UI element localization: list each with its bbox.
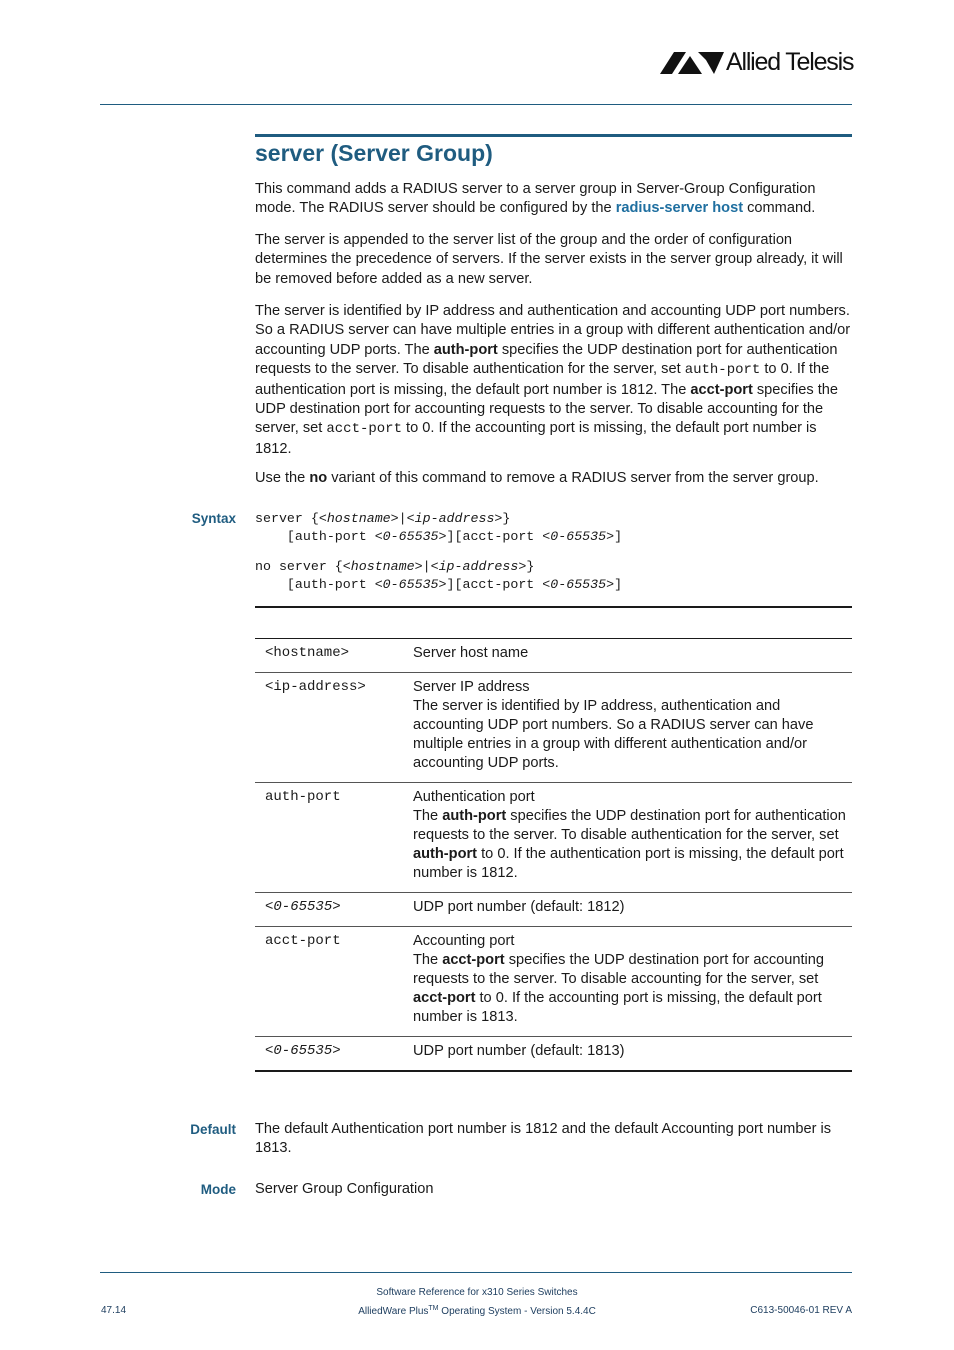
desc-text: The xyxy=(413,952,443,968)
param-desc-title: Accounting port xyxy=(413,933,515,949)
parameter-table xyxy=(255,638,852,1072)
param-desc-line xyxy=(413,951,846,1027)
trademark-mark: TM xyxy=(428,1305,439,1312)
syntax-text: >} xyxy=(494,511,511,526)
syntax-param: hostname xyxy=(350,559,415,574)
syntax-text: >} xyxy=(518,559,535,574)
param-name: acct-port xyxy=(265,933,341,949)
syntax-param: ip-address xyxy=(414,511,495,526)
param-desc-line: The server is identified by IP address, authentication and accounting UDP port numbers. So a RADIUS server can have multiple entries in a group with different authentication and/or accounting UDP ports. xyxy=(413,698,814,771)
param-desc-line: UDP port number (default: 1813) xyxy=(413,1043,625,1059)
syntax-text: >] xyxy=(606,529,623,544)
acct-port-code: acct-port xyxy=(326,421,402,438)
param-desc-line xyxy=(413,807,846,883)
page-number: 47.14 xyxy=(101,1305,127,1316)
auth-port-term: auth-port xyxy=(442,808,507,824)
allied-telesis-logo-mark-icon xyxy=(660,52,724,74)
syntax-text: >] xyxy=(606,577,623,592)
syntax-param: ip-address xyxy=(438,559,519,574)
param-name xyxy=(255,893,403,926)
intro-paragraph-1 xyxy=(255,180,853,219)
default-label: Default xyxy=(190,1122,236,1137)
param-name: <ip-address> xyxy=(265,679,366,695)
param-name-range: 0-65535 xyxy=(273,899,333,915)
syntax-param: 0-65535 xyxy=(382,529,439,544)
table-row xyxy=(255,892,852,926)
syntax-param: 0-65535 xyxy=(382,577,439,592)
acct-port-term: acct-port xyxy=(690,381,753,398)
syntax-text: server {< xyxy=(255,511,327,526)
param-description xyxy=(403,927,852,1036)
mode-label: Mode xyxy=(200,1182,236,1197)
param-description xyxy=(403,1037,852,1070)
footer-os-name: AlliedWare Plus xyxy=(358,1306,429,1317)
param-description xyxy=(403,673,852,782)
syntax-param: 0-65535 xyxy=(550,577,607,592)
default-text: The default Authentication port number is 1812 and the default Accounting port number is 1813. xyxy=(255,1121,832,1157)
param-name-text: < xyxy=(265,1043,274,1059)
acct-port-term: acct-port xyxy=(413,990,476,1006)
desc-text: specifies the UDP destination port for accounting requests to the server. To disable accounting for the server, set xyxy=(413,952,824,987)
syntax-text: [auth-port < xyxy=(255,577,383,592)
auth-port-term: auth-port xyxy=(433,341,498,358)
syntax-param: hostname xyxy=(326,511,391,526)
acct-port-term: acct-port xyxy=(442,952,505,968)
syntax-text: >|< xyxy=(414,559,439,574)
brand-name: Allied Telesis xyxy=(726,48,854,76)
desc-text: to 0. If the authentication port is missing, the default port number is 1812. xyxy=(413,846,844,881)
allied-telesis-logo xyxy=(660,48,856,82)
param-name xyxy=(255,1037,403,1070)
intro-text: specifies the UDP destination port for accounting requests to the server. To disable accounting for the server, set xyxy=(255,381,838,437)
title-rule xyxy=(255,134,852,137)
param-name-range: 0-65535 xyxy=(273,1043,333,1059)
syntax-text: no server {< xyxy=(255,559,351,574)
syntax-rule xyxy=(255,606,852,608)
param-name-text: > xyxy=(332,899,341,915)
table-row xyxy=(255,639,852,672)
intro-text: specifies the UDP destination port for authentication requests to the server. To disable authentication for the server, set xyxy=(255,341,838,378)
syntax-text: >][acct-port < xyxy=(438,577,551,592)
table-row xyxy=(255,672,852,782)
param-desc-line: UDP port number (default: 1812) xyxy=(413,899,625,915)
syntax-line-2 xyxy=(255,528,622,546)
intro-text: Use the xyxy=(255,470,310,486)
header-rule xyxy=(100,104,852,105)
no-term: no xyxy=(309,470,328,486)
syntax-text: >|< xyxy=(390,511,415,526)
param-description xyxy=(403,893,852,926)
footer-os-text: Operating System - Version 5.4.4C xyxy=(438,1306,596,1317)
auth-port-code: auth-port xyxy=(684,362,761,379)
intro-paragraph-2: The server is appended to the server list of the group and the order of configuration determines the precedence of servers. If the server exists in the server group already, it will be removed before added as a new server. xyxy=(255,232,843,287)
table-row xyxy=(255,926,852,1036)
param-name-text: < xyxy=(265,899,274,915)
intro-paragraph-3 xyxy=(255,302,853,459)
intro-text: to 0. If the authentication port is missing, the default port number is 1812. The xyxy=(255,361,830,398)
document-number: C613-50046-01 REV A xyxy=(750,1305,852,1316)
syntax-param: 0-65535 xyxy=(550,529,607,544)
syntax-text: >][acct-port < xyxy=(438,529,551,544)
desc-text: to 0. If the accounting port is missing, the default port number is 1813. xyxy=(413,990,822,1025)
intro-text: to 0. If the accounting port is missing, the default port number is 1812. xyxy=(255,420,817,457)
footer-title: Software Reference for x310 Series Switches xyxy=(376,1287,578,1298)
param-name: auth-port xyxy=(265,789,341,805)
param-desc-title: Server IP address xyxy=(413,679,530,695)
syntax-line-3 xyxy=(255,558,534,576)
syntax-text: [auth-port < xyxy=(255,529,383,544)
table-row xyxy=(255,782,852,892)
footer-rule xyxy=(100,1272,852,1273)
param-name: <hostname> xyxy=(265,645,350,661)
intro-text: command. xyxy=(743,200,816,217)
table-row xyxy=(255,1036,852,1070)
param-desc-line: Server host name xyxy=(413,645,529,661)
page-title: server (Server Group) xyxy=(255,140,493,166)
desc-text: specifies the UDP destination port for authentication requests to the server. To disable authentication for the server, set xyxy=(413,808,846,843)
param-desc-title: Authentication port xyxy=(413,789,535,805)
param-name-text: > xyxy=(332,1043,341,1059)
param-description xyxy=(403,783,852,892)
intro-paragraph-4 xyxy=(255,469,853,488)
syntax-line-4 xyxy=(255,576,622,594)
param-description xyxy=(403,639,852,672)
radius-server-host-link[interactable]: radius-server host xyxy=(615,200,744,217)
syntax-label: Syntax xyxy=(191,511,236,526)
auth-port-term: auth-port xyxy=(413,846,478,862)
desc-text: The xyxy=(413,808,443,824)
syntax-line-1 xyxy=(255,510,510,528)
intro-text: The server is identified by IP address and authentication and accounting UDP port numbers. So a RADIUS server can have multiple entries in a group with different authentication and/or accounting UDP ports. The xyxy=(255,303,851,358)
mode-text: Server Group Configuration xyxy=(255,1181,434,1197)
intro-text: This command adds a RADIUS server to a server group in Server-Group Configuration mode. The RADIUS server should be configured by the xyxy=(255,181,816,217)
intro-text: variant of this command to remove a RADIUS server from the server group. xyxy=(327,470,819,486)
